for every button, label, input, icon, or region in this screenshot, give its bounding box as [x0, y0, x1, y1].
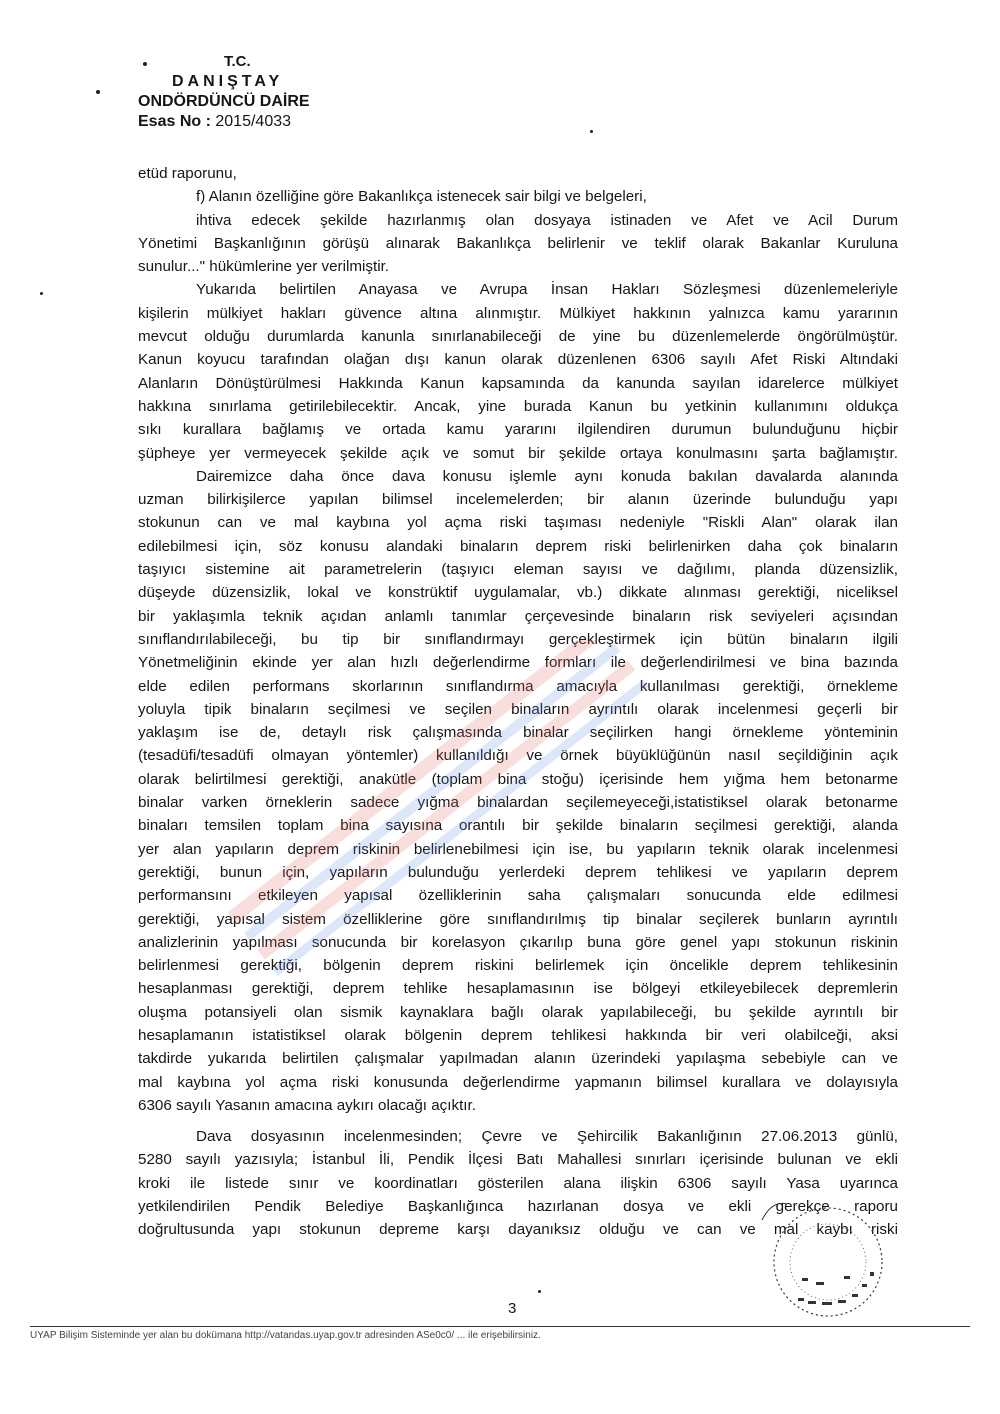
header-case-number: [138, 112, 310, 132]
text-line: yer alan yapıların deprem riskinin belirlenebilmesi için ise, bu yapıların teknik olarak incelenmesi: [138, 840, 898, 858]
text-line: yaklaşım ise de, detaylı risk çalışmasında binalar seçilirken hangi örnekleme yönteminin: [138, 724, 898, 742]
text-line: sıkı kurallara bağlamış ve ortada kamu yararını ilgilendiren durumun bulunduğunu hiçbir: [138, 421, 898, 439]
text-line: gerektiği, bunun için, yapıların bulunduğu yerlerdeki deprem tehlikesi ve yapıların deprem: [138, 863, 898, 881]
text-line: taşıyıcı sistemine ait parametrelerin (taşıyıcı eleman sayısı ve dağılımı, planda düzensizlik,: [138, 561, 898, 579]
esas-value: 2015/4033: [215, 113, 292, 130]
text-line: ihtiva edecek şekilde hazırlanmış olan dosyaya istinaden ve Afet ve Acil Durum: [196, 211, 898, 229]
text-line: hakkına sınırlama getirilebilecektir. Ancak, yine burada Kanun bu yetkinin kullanımını oldukça: [138, 397, 898, 415]
scan-speck: [143, 62, 147, 66]
text-line: 6306 sayılı Yasanın amacına aykırı olacağı açıktır.: [138, 1096, 476, 1114]
text-line: binaları temsilen toplam bina sayısına orantılı bir şekilde binaların seçilmesi gerektiği, alanda: [138, 817, 898, 835]
text-line: Yönetimi Başkanlığının görüşü alınarak Bakanlıkça belirlenir ve teklif olarak Bakanlar Kuruluna: [138, 234, 898, 252]
text-line: kroki ile listede sınır ve koordinatları gösterilen alana ilişkin 6306 sayılı Yasa uyarınca: [138, 1174, 898, 1192]
text-line: şüpheye yer vermeyecek şekilde açık ve somut bir şekilde ortaya konulmasını şarta bağlamıştır.: [138, 444, 898, 462]
text-line: uzman bilirkişilerce yapılan bilimsel incelemelerden; bir alanın üzerinde bulunduğu yapı: [138, 491, 898, 509]
text-line: hesaplanması gerektiği, deprem tehlike hesaplamasının ise bölgeyi etkileyebilecek depremlerin: [138, 980, 898, 998]
scan-speck: [590, 130, 593, 133]
text-line: Alanların Dönüştürülmesi Hakkında Kanun kapsamında da kanunda sayılan idarelerce mülkiyet: [138, 374, 898, 392]
text-line: Yönetmeliğinin ekinde yer alan hızlı değerlendirme formları ile değerlendirilmesi ve bina bazında: [138, 654, 898, 672]
text-line: oluşma potansiyeli olan sismik kaynaklara bağlı olarak yapılabileceği, bu şekilde ayrıntılı bir: [138, 1003, 898, 1021]
text-line: Dava dosyasının incelenmesinden; Çevre ve Şehircilik Bakanlığının 27.06.2013 günlü,: [196, 1128, 898, 1146]
text-line: edilebilmesi için, söz konusu alandaki binaların deprem riski belirlenirken daha çok binaların: [138, 537, 898, 555]
scan-speck: [96, 90, 100, 94]
text-line: performansını etkileyen yapısal özelliklerinin saha çalışmaları sonucunda elde edilmesi: [138, 887, 898, 905]
text-line: mal kaybına yol açma riski konusunda değerlendirme yapmanın bilimsel kurallara ve dolayısıyla: [138, 1073, 898, 1091]
text-line: kişilerin mülkiyet hakları güvence altına alınmıştır. Mülkiyet hakkının yalnızca kamu yararının: [138, 304, 898, 322]
text-line: yoluyla tipik binaların seçilmesi ve seçilen binaların ayrıntılı olarak incelenmesi geçerli bir: [138, 700, 898, 718]
text-line: yetkilendirilen Pendik Belediye Başkanlığınca hazırlanan dosya ve ekli gerekçe raporu: [138, 1198, 898, 1216]
text-line: sınıflandırılabileceği, bu tip bir sınıflandırmayı gerçekleştirmek için bütün binaların ilgili: [138, 630, 898, 648]
text-line: 5280 sayılı yazısıyla; İstanbul İli, Pendik İlçesi Batı Mahallesi sınırları içerisinde bulunan ve ekli: [138, 1151, 898, 1169]
header-institution: DANIŞTAY: [172, 73, 284, 90]
document-header: [138, 52, 310, 132]
header-tc: T.C.: [224, 53, 251, 70]
scan-speck: [40, 292, 43, 295]
text-line: hesaplamanın istatistiksel olarak bölgenin deprem tehlikesi hakkında bir veri olabilceği, aksi: [138, 1026, 898, 1044]
text-line: Yukarıda belirtilen Anayasa ve Avrupa İnsan Hakları Sözleşmesi düzenlemeleriyle: [196, 281, 898, 299]
document-body: [138, 160, 898, 1242]
text-line: belirlenmesi gerektiği, bölgenin deprem riskini belirlemek için öncelikle deprem tehlikesinin: [138, 957, 898, 975]
text-line: bir yaklaşımla teknik açıdan anlamlı tanımlar çerçevesinde binaların risk seviyeleri açısından: [138, 607, 898, 625]
official-stamp: [732, 1180, 904, 1320]
page-number: 3: [508, 1300, 517, 1317]
footer-divider: [30, 1326, 970, 1327]
footer-text: UYAP Bilişim Sisteminde yer alan bu dokümana http://vatandas.uyap.gov.tr adresinden ASe0c0/ ... ile erişebilirsiniz.: [30, 1330, 541, 1341]
text-line: olarak belirtilmesi gerektiği, anakütle (toplam bina stoğu) içerisinde hem yığma hem betonarme: [138, 770, 898, 788]
text-line: binalar varken örneklerin sadece yığma binalardan seçilemeyeceği,istatistiksel olarak betonarme: [138, 794, 898, 812]
header-department: ONDÖRDÜNCÜ DAİRE: [138, 93, 310, 110]
esas-label: Esas No :: [138, 113, 211, 130]
text-line: mevcut olduğu durumlarda kanunla sınırlanabileceği de yine bu düzenlemelerde öngörülmüştür.: [138, 328, 898, 346]
text-line: doğrultusunda yapı stokunun depreme karşı dayanıksız olduğu ve can ve mal kaybı riski: [138, 1221, 898, 1239]
text-line: etüd raporunu,: [138, 165, 237, 182]
text-line: sunulur..." hükümlerine yer verilmiştir.: [138, 258, 390, 276]
text-line: Kanun koyucu tarafından olağan dışı kanun olarak düzenlenen 6306 sayılı Afet Riski Altındaki: [138, 351, 898, 369]
text-line: gerektiği, yapısal sistem özelliklerine göre sınıflandırılmış tip binalar seçilerek bunların ayrıntılı: [138, 910, 898, 928]
text-line: takdirde yukarıda belirtilen çalışmalar yapılmadan alanın üzerindeki yapılaşma sebebiyle can ve: [138, 1050, 898, 1068]
scan-speck: [538, 1290, 541, 1293]
text-line: analizlerinin yapılması sonucunda bir korelasyon çıkarılıp buna göre genel yapı stokunun riskinin: [138, 933, 898, 951]
text-line: f) Alanın özelliğine göre Bakanlıkça istenecek sair bilgi ve belgeleri,: [196, 188, 647, 206]
text-line: (tesadüfi/tesadüfi olmayan yöntemler) kullanıldığı ve örnek büyüklüğünün nasıl seçildiğinin açık: [138, 747, 898, 765]
text-line: Dairemizce daha önce dava konusu işlemle aynı konuda bakılan davalarda alanında: [196, 467, 898, 485]
text-line: stokunun can ve mal kaybına yol açma riski taşıması nedeniyle "Riskli Alan" olarak ilan: [138, 514, 898, 532]
text-line: düşeyde düzensizlik, lokal ve konstrüktif uygulamalar, vb.) dikkate alınması gerektiği, niceliksel: [138, 584, 898, 602]
text-line: elde edilen performans skorlarının sınıflandırma amacıyla kullanılması gerektiği, örnekleme: [138, 677, 898, 695]
